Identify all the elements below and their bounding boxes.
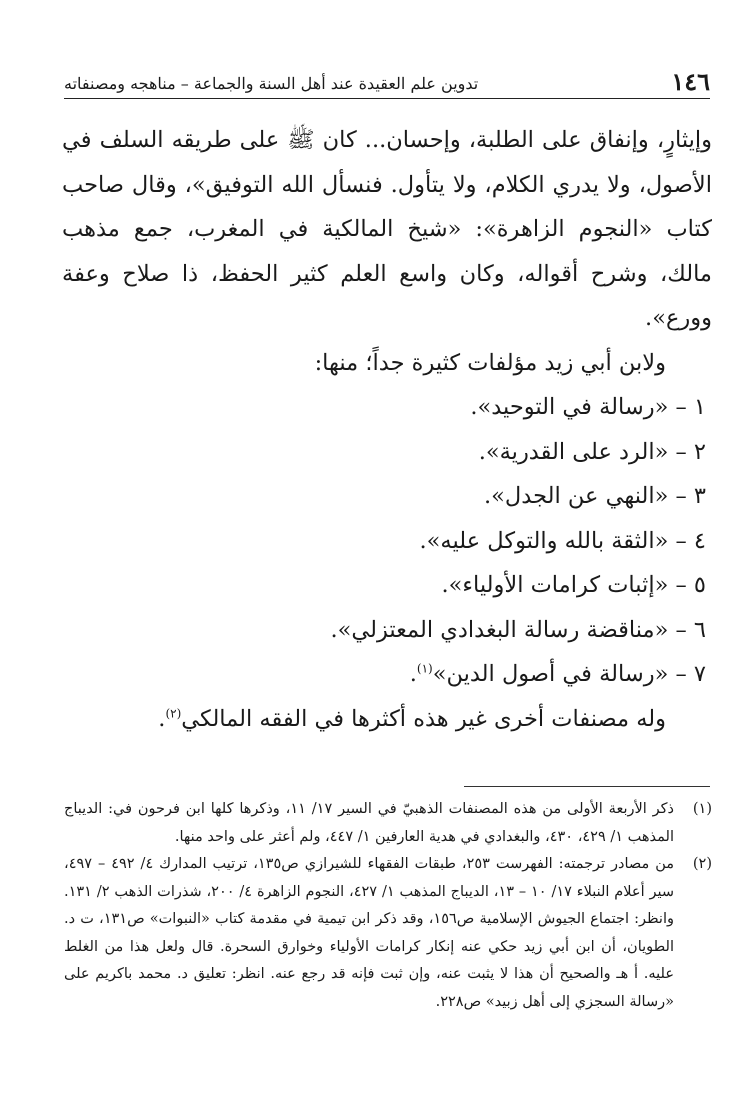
list-item-text: ٢ – «الرد على القدرية».: [478, 438, 706, 465]
list-intro: ولابن أبي زيد مؤلفات كثيرة جداً؛ منها:: [314, 349, 666, 376]
list-item: [62, 608, 712, 653]
closing-text: وله مصنفات أخرى غير هذه أكثرها في الفقه المالكي: [181, 705, 666, 732]
running-title: تدوين علم العقيدة عند أهل السنة والجماعة – مناهجه ومصنفاته: [64, 74, 479, 93]
list-item: ٧ – «رسالة في أصول الدين»$^{(١)}$.: [409, 661, 706, 687]
list-item: [62, 563, 712, 608]
footnote-ref[interactable]: (٢): [165, 706, 182, 720]
list-item-text: ٤ – «الثقة بالله والتوكل عليه».: [419, 527, 706, 554]
footnote-number: (٢): [692, 856, 712, 872]
list-item-text: ٦ – «مناقضة رسالة البغدادي المعتزلي».: [330, 616, 706, 643]
list-item-text: ١ – «رسالة في التوحيد».: [470, 394, 706, 420]
footnote-text: من مصادر ترجمته: الفهرست ٢٥٣، طبقات الفقهاء للشيرازي ص١٣٥، ترتيب المدارك ٤/ ٤٩٢ – ٤٩٧، سير أعلام النبلاء ١٧/ ١٠ – ١٣، الديباج المذهب ١/ ٤٢٧، النجوم الزاهرة ٤/ ٢٠٠، شذرات الذهب ٢/ ١٣١. وانظر: اجتماع الجيوش الإسلامية ص١٥٦، وقد ذكر ابن تيمية في مقدمة كتاب «النبوات» ص١٣١، ت د. الطويان، أن ابن أبي زيد حكي عنه إنكار كرامات الأولياء وخوارق السحرة. قال ولعل هذا من الغلط عليه. أ هـ والصحيح أن هذا لا يثبت عنه، وإن ثبت فإنه قد رجع عنه. انظر: تعليق د. محمد باكريم على «رسالة السجزي إلى أهل زبيد» ص٢٢٨.: [64, 856, 674, 1010]
footnote-number: (١): [692, 801, 712, 817]
page-number: ١٤٦: [671, 67, 710, 96]
list-item-text: ٥ – «إثبات كرامات الأولياء».: [441, 572, 706, 598]
page-header: [64, 62, 710, 99]
footnote: [64, 796, 712, 851]
body-text: [62, 118, 712, 741]
footnote-text: ذكر الأربعة الأولى من هذه المصنفات الذهبيّ في السير ١٧/ ١١، وذكرها كلها ابن فرحون في: الديباج المذهب ١/ ٤٢٩، ٤٣٠، والبغدادي في هدية العارفين ١/ ٤٤٧، ولم أعثر على واحد منها.: [64, 801, 674, 845]
closing-paragraph: وله مصنفات أخرى غير هذه أكثرها في الفقه المالكي$^{(٢)}$.: [158, 705, 666, 732]
footnote-ref[interactable]: (١): [416, 661, 433, 676]
list-item: [62, 385, 712, 430]
footnote-divider: [464, 786, 710, 787]
footnotes: [64, 796, 712, 1016]
paragraph: وإيثارٍ، وإنفاق على الطلبة، وإحسان... كان ﷺ على طريقه السلف في الأصول، ولا يدري الكلام، ولا يتأول. فنسأل الله التوفيق»، وقال صاحب كتاب «النجوم الزاهرة»: «شيخ المالكية في المغرب، جمع مذهب مالك، وشرح أقواله، وكان واسع العلم كثير الحفظ، ذا صلاح وعفة وورع».: [62, 127, 712, 331]
list-item: [62, 519, 712, 564]
list-item-text: ٧ – «رسالة في أصول الدين»: [432, 661, 706, 687]
list-item-text: ٣ – «النهي عن الجدل».: [484, 483, 706, 509]
list-item: [62, 430, 712, 475]
footnote: [64, 851, 712, 1016]
list-item: [62, 474, 712, 519]
